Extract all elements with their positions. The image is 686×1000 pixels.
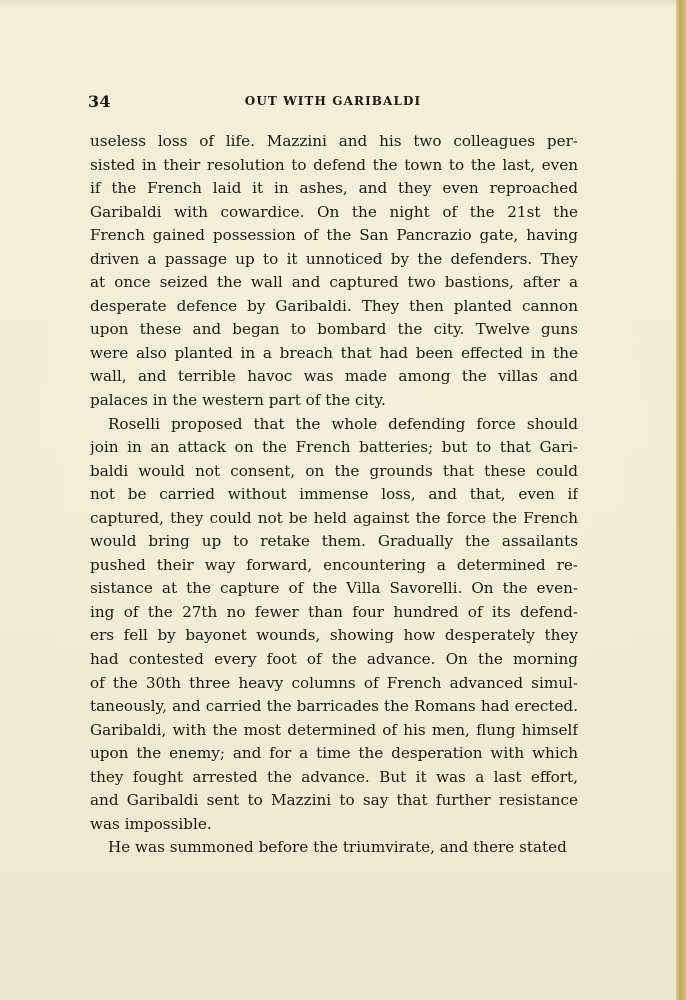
- text-line: baldi would not consent, on the grounds that these could: [90, 461, 578, 480]
- text-line: had contested every foot of the advance. On the morning: [90, 650, 578, 669]
- text-line: they fought arrested the advance. But it was a last effort,: [90, 767, 578, 786]
- text-line: useless loss of life. Mazzini and his two colleagues per-: [90, 132, 578, 150]
- text-line: ers fell by bayonet wounds, showing how desperately they: [90, 626, 578, 645]
- text-line: desperate defence by Garibaldi. They then planted cannon: [90, 296, 578, 315]
- text-line: of the 30th three heavy columns of French advanced simul-: [90, 673, 578, 692]
- right-page-edge: [676, 0, 686, 1000]
- page-header: [88, 92, 578, 116]
- text-line: Garibaldi with cowardice. On the night of the 21st the: [90, 202, 578, 221]
- text-line: at once seized the wall and captured two bastions, after a: [90, 273, 578, 292]
- text-line: pushed their way forward, encountering a determined re-: [90, 555, 578, 574]
- main-text: [90, 130, 578, 860]
- text-line: was impossible.: [90, 814, 212, 833]
- text-line: He was summoned before the triumvirate, and there stated: [108, 838, 567, 857]
- text-line: ing of the 27th no fewer than four hundred of its defend-: [90, 602, 578, 621]
- text-line: taneously, and carried the barricades the Romans had erected.: [90, 697, 578, 716]
- text-line: join in an attack on the French batteries; but to that Gari-: [90, 438, 578, 457]
- text-line: Roselli proposed that the whole defending force should: [108, 414, 578, 433]
- text-line: sisted in their resolution to defend the town to the last, even: [90, 155, 578, 174]
- text-line: were also planted in a breach that had been effected in the: [90, 343, 578, 362]
- text-line: and Garibaldi sent to Mazzini to say that further resistance: [90, 791, 578, 810]
- text-line: wall, and terrible havoc was made among the villas and: [90, 367, 578, 386]
- text-line: upon these and began to bombard the city. Twelve guns: [90, 320, 578, 339]
- text-line: driven a passage up to it unnoticed by the defenders. They: [90, 249, 578, 268]
- text-line: if the French laid it in ashes, and they even reproached: [90, 179, 578, 198]
- top-page-edge: [0, 0, 686, 6]
- text-line: not be carried without immense loss, and that, even if: [90, 485, 578, 504]
- text-line: captured, they could not be held against the force the French: [90, 508, 578, 527]
- text-line: would bring up to retake them. Gradually the assailants: [90, 532, 578, 551]
- text-line: Garibaldi, with the most determined of his men, flung himself: [90, 720, 578, 739]
- text-line: sistance at the capture of the Villa Savorelli. On the even-: [90, 579, 578, 598]
- text-line: French gained possession of the San Pancrazio gate, having: [90, 226, 578, 245]
- page-number: 34: [88, 92, 111, 111]
- running-title: OUT WITH GARIBALDI: [244, 94, 422, 108]
- text-line: upon the enemy; and for a time the desperation with which: [90, 744, 578, 763]
- text-line: palaces in the western part of the city.: [90, 391, 386, 410]
